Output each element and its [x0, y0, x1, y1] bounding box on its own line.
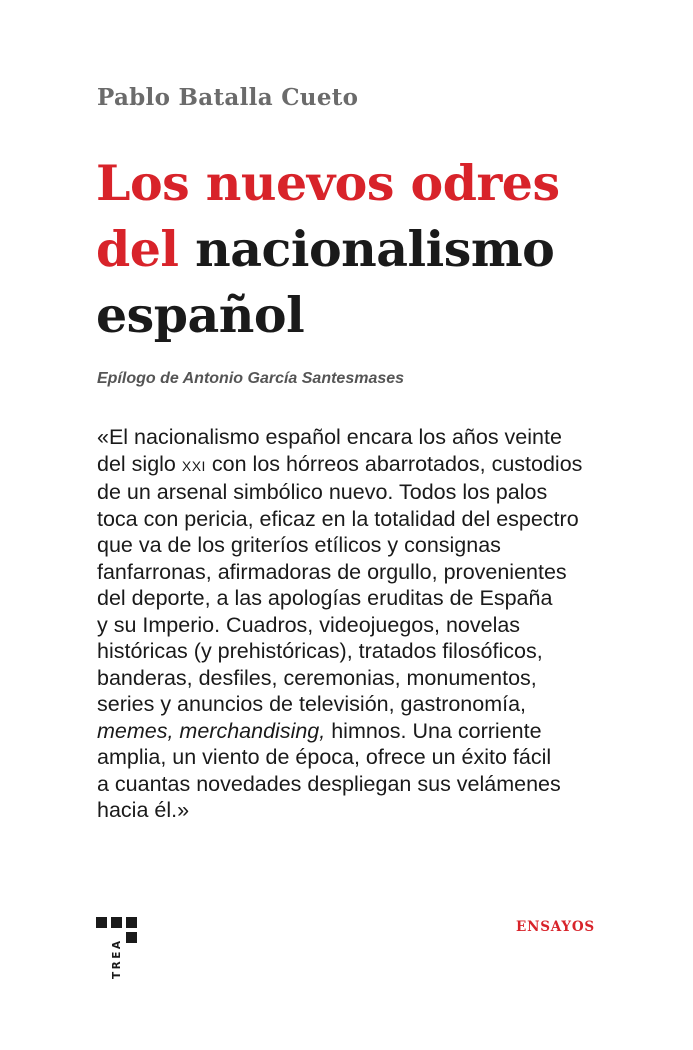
blurb-line: toca con pericia, eficaz en la totalidad del espectro — [97, 506, 579, 531]
logo-square — [111, 917, 122, 928]
blurb-line — [97, 718, 617, 745]
blurb-line: de un arsenal simbólico nuevo. Todos los palos — [97, 480, 548, 504]
title-line-2 — [96, 216, 560, 282]
publisher-name: TREA — [111, 938, 123, 979]
blurb-text: del siglo — [97, 451, 182, 476]
book-title — [96, 150, 560, 348]
blurb-line: y su Imperio. Cuadros, videojuegos, novelas — [97, 612, 521, 637]
blurb-line: banderas, desfiles, ceremonias, monumentos, — [97, 665, 537, 690]
title-line-3: español — [96, 286, 305, 344]
title-word-del: del — [96, 220, 179, 278]
author-name: Pablo Batalla Cueto — [97, 84, 359, 111]
blurb-line: que va de los griteríos etílicos y consignas — [97, 533, 501, 557]
blurb-line: del deporte, a las apologías eruditas de España — [97, 586, 553, 610]
blurb-text: himnos. Una corriente — [325, 718, 542, 743]
back-blurb — [97, 424, 617, 824]
blurb-line: hacia él.» — [97, 798, 190, 822]
century-numeral: XXI — [181, 457, 206, 474]
blurb-line: amplia, un viento de época, ofrece un éxito fácil — [97, 745, 552, 769]
title-word-nacionalismo: nacionalismo — [195, 220, 555, 278]
publisher-logo — [92, 913, 152, 983]
logo-square — [96, 917, 107, 928]
title-line-1: Los nuevos odres — [96, 154, 560, 212]
blurb-line: «El nacionalismo español encara los años veinte — [97, 425, 562, 449]
logo-square — [126, 917, 137, 928]
blurb-line — [97, 451, 617, 480]
blurb-text: con los hórreos abarrotados, custodios — [205, 451, 583, 476]
logo-square — [126, 932, 137, 943]
blurb-italic-text: memes, merchandising, — [97, 718, 326, 743]
series-label: ENSAYOS — [516, 919, 595, 935]
blurb-line: series y anuncios de televisión, gastronomía, — [97, 692, 527, 716]
blurb-line: fanfarronas, afirmadoras de orgullo, provenientes — [97, 559, 567, 584]
epilogue-credit: Epílogo de Antonio García Santesmases — [97, 370, 405, 387]
blurb-line: históricas (y prehistóricas), tratados filosóficos, — [97, 639, 543, 663]
blurb-line: a cuantas novedades despliegan sus velámenes — [97, 771, 561, 796]
